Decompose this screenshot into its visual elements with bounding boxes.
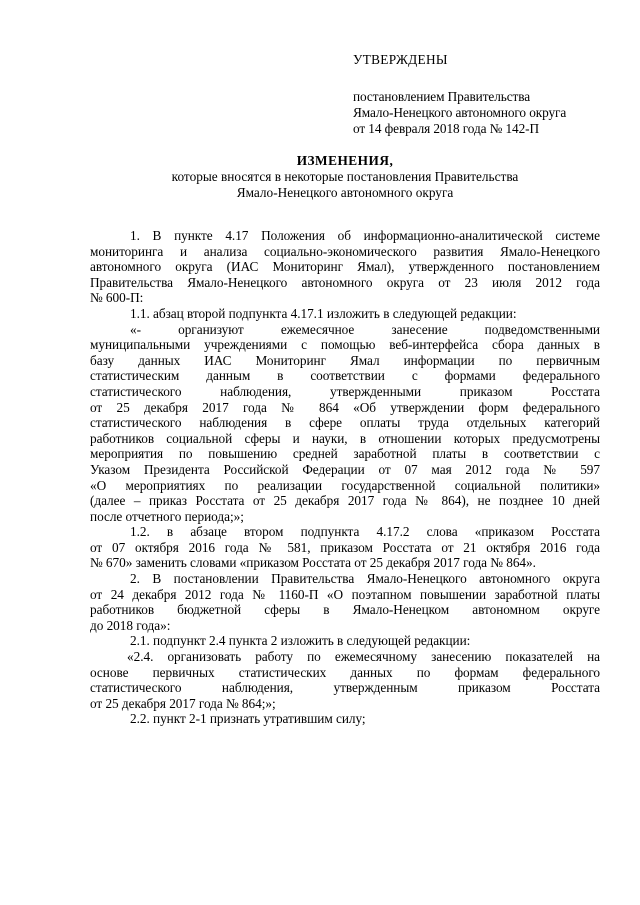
body-line: Указом Президента Российской Федерации от 07 мая 2012 года № 597	[90, 461, 600, 477]
body-line: № 670» заменить словами «приказом Росстата от 25 декабря 2017 года № 864».	[90, 555, 536, 571]
body-line: 1.2. в абзаце втором подпункта 4.17.2 слова «приказом Росстата	[130, 524, 600, 540]
body-line: основе первичных статистических данных по формам федерального	[90, 664, 600, 680]
body-line: работников бюджетной сферы в Ямало-Ненецком автономном округе	[90, 602, 600, 618]
approval-line: Ямало-Ненецкого автономного округа	[353, 105, 567, 120]
body-line: 2.2. пункт 2-1 признать утратившим силу;	[130, 711, 366, 727]
document-body	[90, 228, 600, 727]
body-line: автономного округа (ИАС Мониторинг Ямал), утвержденного постановлением	[90, 259, 600, 275]
body-line: 2. В постановлении Правительства Ямало-Ненецкого автономного округа	[130, 571, 600, 587]
approval-title: УТВЕРЖДЕНЫ	[353, 52, 448, 67]
document-heading	[90, 153, 600, 201]
body-line: от 24 декабря 2012 года № 1160-П «О поэтапном повышении заработной платы	[90, 586, 600, 602]
body-line: мониторинга и анализа социально-экономического развития Ямало-Ненецкого	[90, 243, 600, 259]
body-line: (далее – приказ Росстата от 25 декабря 2017 года № 864), не позднее 10 дней	[90, 493, 600, 509]
body-line: 2.1. подпункт 2.4 пункта 2 изложить в следующей редакции:	[130, 633, 471, 649]
body-line: Правительства Ямало-Ненецкого автономного округа от 23 июля 2012 года	[90, 274, 600, 290]
body-line: статистического наблюдения, утвержденными приказом Росстата	[90, 383, 600, 399]
body-line: работников социальной сферы и науки, в отношении которых предусмотрены	[90, 430, 600, 446]
approval-line: от 14 февраля 2018 года № 142-П	[353, 121, 539, 136]
body-line: мероприятия по повышению средней заработной платы в соответствии с	[90, 446, 600, 462]
body-line: 1. В пункте 4.17 Положения об информационно-аналитической системе	[130, 228, 600, 243]
body-line: статистического наблюдения в сфере оплаты труда отдельных категорий	[90, 415, 600, 431]
body-line: базу данных ИАС Мониторинг Ямал информации по первичным	[90, 352, 600, 368]
heading-title: ИЗМЕНЕНИЯ,	[296, 153, 394, 168]
body-line: «- организуют ежемесячное занесение подведомственными	[130, 321, 600, 337]
body-line: № 600-П:	[90, 290, 144, 306]
body-line: после отчетного периода;»;	[90, 508, 244, 524]
body-line: статистическим данным в соответствии с формами федерального	[90, 368, 600, 384]
heading-subtitle-line: которые вносятся в некоторые постановления Правительства	[171, 169, 519, 184]
body-line: до 2018 года»:	[90, 617, 171, 633]
heading-subtitle-line: Ямало-Ненецкого автономного округа	[236, 185, 454, 200]
body-line: «О мероприятиях по реализации государственной социальной политики»	[90, 477, 600, 493]
body-line: от 25 декабря 2017 года № 864;»;	[90, 695, 276, 711]
body-line: муниципальными учреждениями с помощью веб-интерфейса сбора данных в	[90, 337, 600, 353]
body-line: 1.1. абзац второй подпункта 4.17.1 изложить в следующей редакции:	[130, 305, 517, 321]
approval-line: постановлением Правительства	[353, 89, 531, 104]
body-line: статистического наблюдения, утвержденным приказом Росстата	[90, 680, 600, 696]
body-line: «2.4. организовать работу по ежемесячному занесению показателей на	[127, 649, 600, 665]
body-line: от 07 октября 2016 года № 581, приказом Росстата от 21 октября 2016 года	[90, 539, 600, 555]
body-line: от 25 декабря 2017 года № 864 «Об утверждении форм федерального	[90, 399, 600, 415]
approval-block	[353, 52, 623, 137]
